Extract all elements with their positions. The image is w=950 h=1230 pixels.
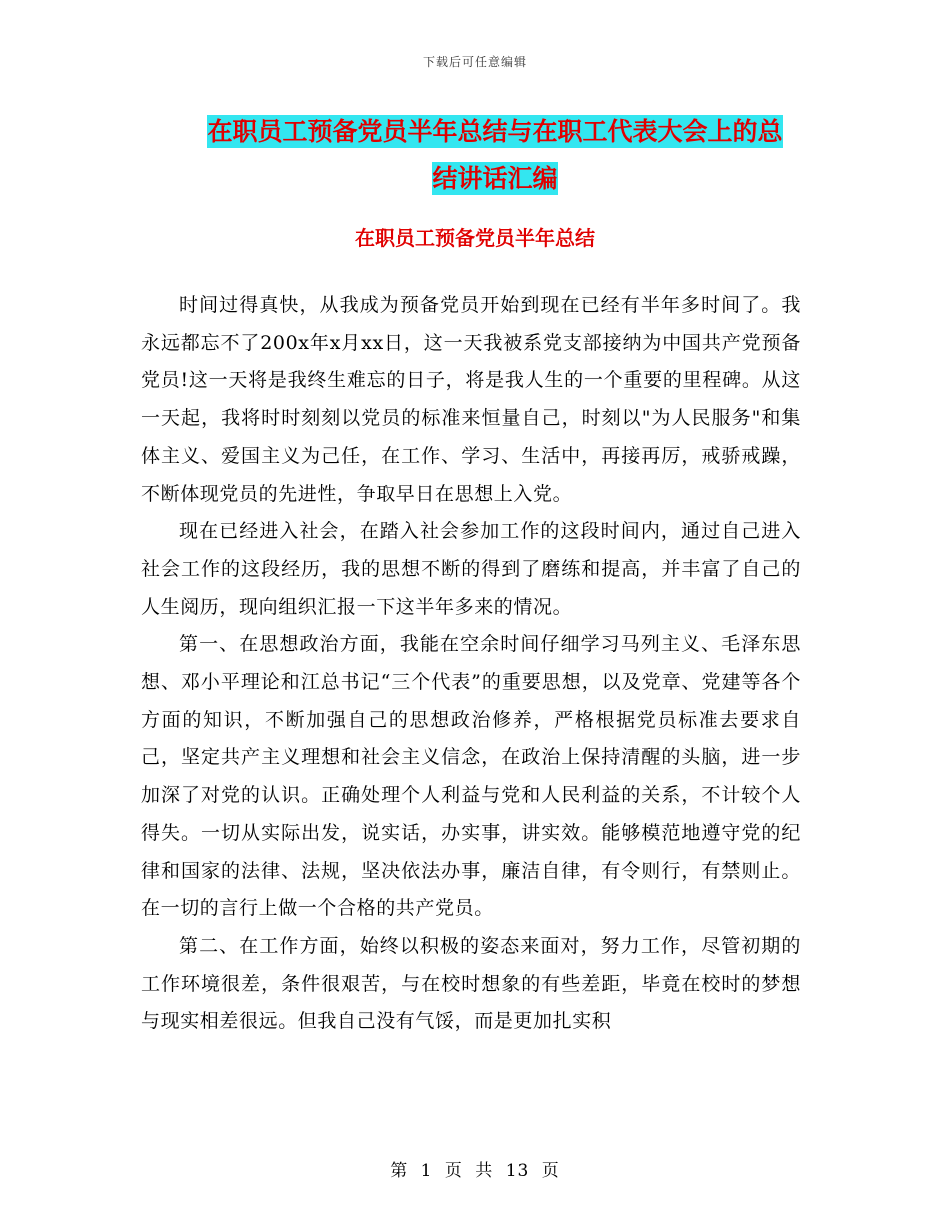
title-line-1: 在职员工预备党员半年总结与在职工代表大会上的总 (207, 117, 783, 146)
page-number-footer: 第 1 页 共 13 页 (390, 1161, 560, 1181)
title-line-2: 结讲话汇编 (432, 164, 558, 193)
section-title: 在职员工预备党员半年总结 (355, 226, 595, 250)
header-note: 下载后可任意编辑 (422, 55, 527, 69)
paragraph: 现在已经进入社会，在踏入社会参加工作的这段时间内，通过自己进入社会工作的这段经历，我的思想不断的得到了磨练和提高，并丰富了自己的人生阅历，现向组织汇报一下这半年多来的情况。 (141, 520, 801, 618)
paragraph: 第二、在工作方面，始终以积极的姿态来面对，努力工作，尽管初期的工作环境很差，条件很艰苦，与在校时想象的有些差距，毕竟在校时的梦想与现实相差很远。但我自己没有气馁，而是更加扎实积 (141, 934, 801, 1033)
paragraph: 第一、在思想政治方面，我能在空余时间仔细学习马列主义、毛泽东思想、邓小平理论和江总书记“三个代表”的重要思想，以及党章、党建等各个方面的知识，不断加强自己的思想政治修养，严格根据党员标准去要求自己，坚定共产主义理想和社会主义信念，在政治上保持清醒的头脑，进一步加深了对党的认识。正确处理个人利益与党和人民利益的关系，不计较个人得失。一切从实际出发，说实话，办实事，讲实效。能够模范地遵守党的纪律和国家的法律、法规，坚决依法办事，廉洁自律，有令则行，有禁则止。在一切的言行上做一个合格的共产党员。 (141, 633, 801, 920)
paragraph: 时间过得真快，从我成为预备党员开始到现在已经有半年多时间了。我永远都忘不了200x年x月xx日，这一天我被系党支部接纳为中国共产党预备党员!这一天将是我终生难忘的日子，将是我人生的一个重要的里程碑。从这一天起，我将时时刻刻以党员的标准来恒量自己，时刻以"为人民服务"和集体主义、爱国主义为己任，在工作、学习、生活中，再接再厉，戒骄戒躁，不断体现党员的先进性，争取早日在思想上入党。 (141, 294, 801, 505)
document-body (141, 287, 801, 1041)
document-title (150, 108, 840, 202)
